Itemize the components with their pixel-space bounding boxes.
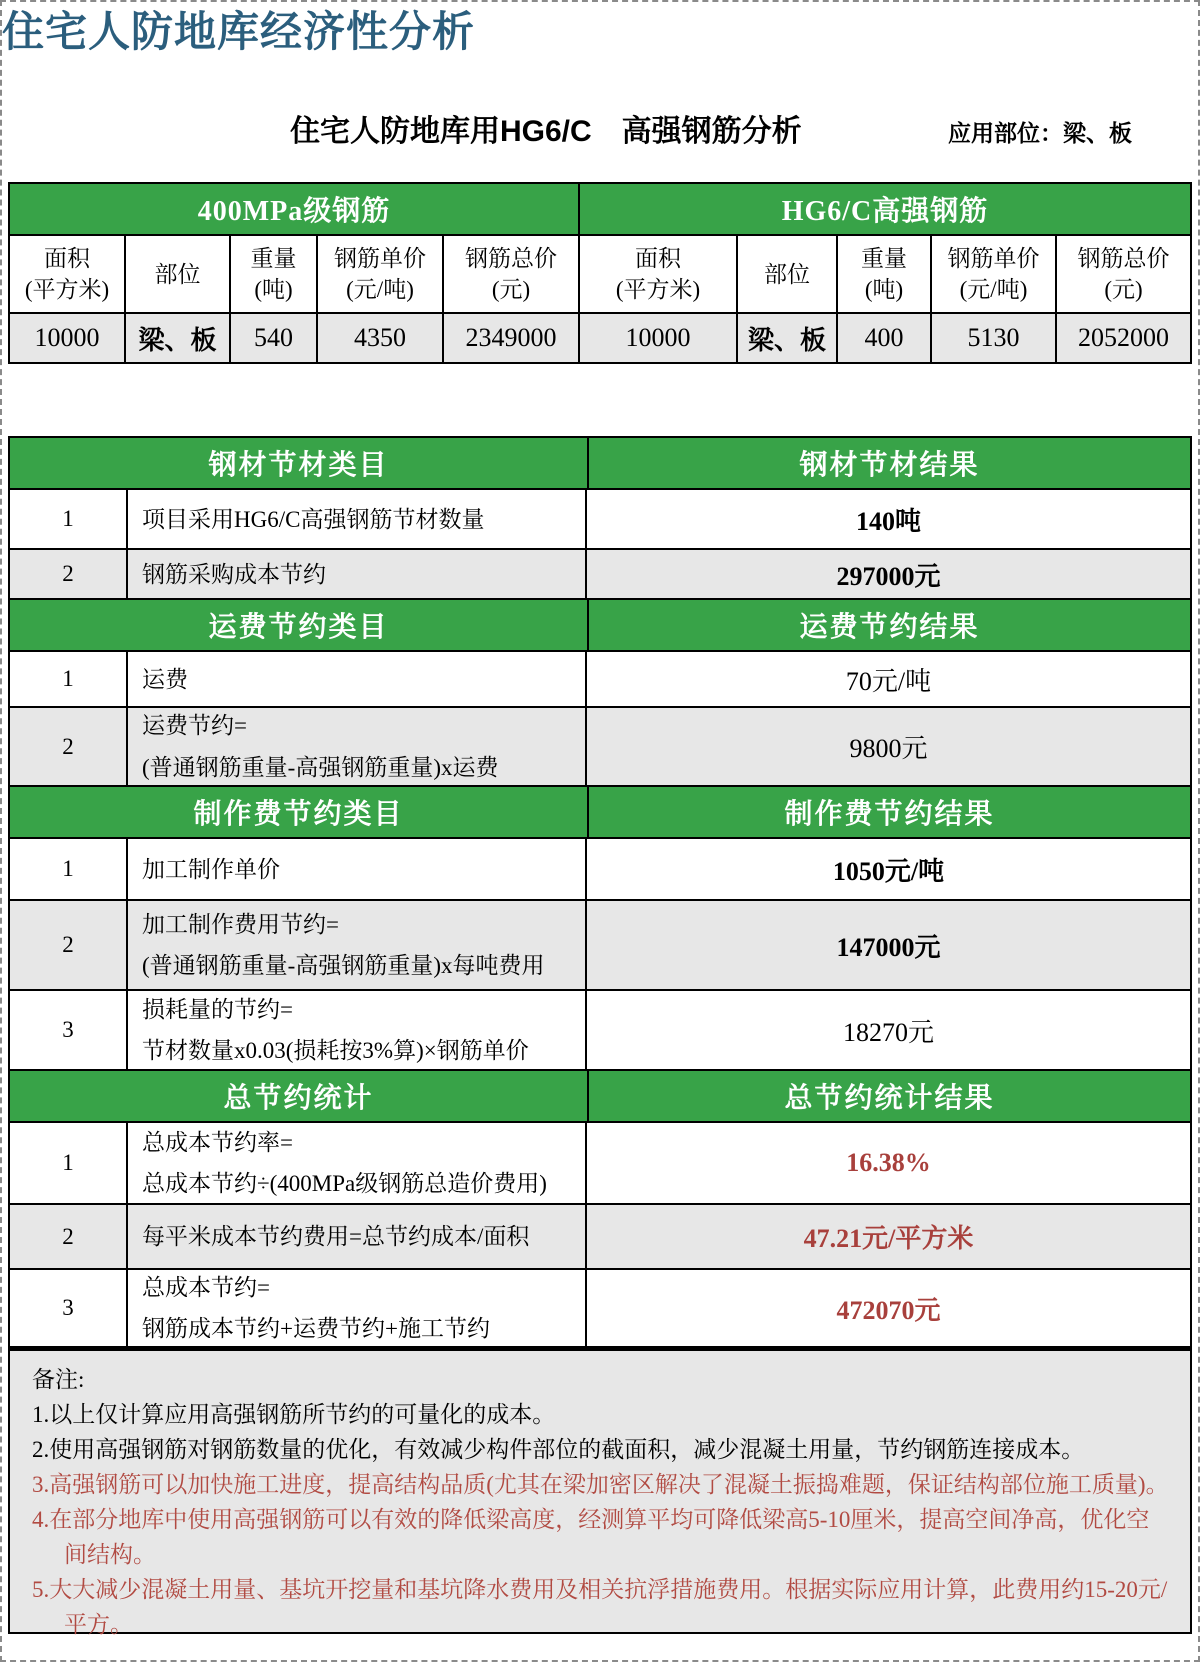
row-label: 加工制作单价	[128, 839, 587, 899]
data-cell-area-right: 10000	[580, 314, 738, 362]
notes-box	[8, 1348, 1192, 1637]
group-header-hg6c: HG6/C高强钢筋	[580, 184, 1190, 234]
table-row	[10, 1123, 1190, 1205]
row-label: 项目采用HG6/C高强钢筋节材数量	[128, 490, 587, 548]
row-label: 钢筋采购成本节约	[128, 550, 587, 598]
group-header-400mpa: 400MPa级钢筋	[10, 184, 580, 234]
row-result: 18270元	[842, 1017, 934, 1047]
table-subtitle: 住宅人防地库用HG6/C 高强钢筋分析	[290, 115, 802, 149]
table-row	[10, 652, 1190, 708]
row-label: 加工制作费用节约= (普通钢筋重量-高强钢筋重量)x每吨费用	[128, 901, 587, 989]
table-row	[10, 901, 1190, 991]
row-label: 总成本节约率= 总成本节约÷(400MPa级钢筋总造价费用)	[128, 1123, 587, 1203]
row-number: 1	[10, 490, 128, 548]
comparison-column-header-row	[10, 234, 1190, 312]
col-header-weight-right: 重量 (吨)	[838, 236, 932, 312]
row-result: 147000元	[836, 932, 941, 962]
col-header-area-right: 面积 (平方米)	[580, 236, 738, 312]
note-item-5: 5.大大减少混凝土用量、基坑开挖量和基坑降水费用及相关抗浮措施费用。根据实际应用计算，此费用约15-20元/平方。	[32, 1577, 1168, 1637]
section-freight-savings	[10, 598, 1190, 785]
table-row	[10, 991, 1190, 1069]
rebar-comparison-table	[8, 182, 1192, 364]
table-gap	[8, 364, 1192, 436]
row-label: 总成本节约= 钢筋成本节约+运费节约+施工节约	[128, 1270, 587, 1346]
page-title: 住宅人防地库经济性分析	[2, 8, 476, 55]
note-item-3: 3.高强钢筋可以加快施工进度，提高结构品质(尤其在梁加密区解决了混凝土振捣难题，保证结构部位施工质量)。	[32, 1472, 1169, 1498]
section-header-row	[10, 438, 1190, 490]
section-header-row	[10, 1069, 1190, 1123]
col-header-unit-price-right: 钢筋单价 (元/吨)	[932, 236, 1057, 312]
row-label: 每平米成本节约费用=总节约成本/面积	[128, 1205, 587, 1268]
table-row	[10, 708, 1190, 785]
application-part-label: 应用部位：梁、板	[948, 120, 1132, 147]
col-header-area-left: 面积 (平方米)	[10, 236, 126, 312]
table-row	[10, 1205, 1190, 1270]
col-header-weight-left: 重量 (吨)	[231, 236, 318, 312]
section-header-result: 钢材节材结果	[589, 438, 1190, 488]
row-label: 运费节约= (普通钢筋重量-高强钢筋重量)x运费	[128, 708, 587, 785]
row-result: 47.21元/平方米	[803, 1224, 974, 1254]
table-row	[10, 490, 1190, 550]
comparison-group-header-row	[10, 184, 1190, 234]
row-result: 9800元	[849, 734, 928, 764]
row-result: 1050元/吨	[832, 856, 945, 886]
data-cell-area-left: 10000	[10, 314, 126, 362]
data-cell-unit-price-left: 4350	[318, 314, 444, 362]
data-cell-weight-left: 540	[231, 314, 318, 362]
table-row	[10, 1270, 1190, 1346]
row-number: 2	[10, 901, 128, 989]
data-cell-unit-price-right: 5130	[932, 314, 1057, 362]
col-header-total-price-right: 钢筋总价 (元)	[1057, 236, 1190, 312]
section-header-category: 总节约统计	[10, 1071, 589, 1121]
row-number: 1	[10, 652, 128, 706]
col-header-total-price-left: 钢筋总价 (元)	[444, 236, 580, 312]
col-header-part-left: 部位	[126, 236, 231, 312]
row-number: 1	[10, 839, 128, 899]
section-total-savings	[10, 1069, 1190, 1346]
row-number: 3	[10, 991, 128, 1069]
section-header-result: 运费节约结果	[589, 600, 1190, 650]
section-header-row	[10, 598, 1190, 652]
data-cell-weight-right: 400	[838, 314, 932, 362]
data-cell-total-price-right: 2052000	[1057, 314, 1190, 362]
data-cell-part-left: 梁、板	[126, 314, 231, 362]
col-header-part-right: 部位	[738, 236, 838, 312]
section-header-category: 运费节约类目	[10, 600, 589, 650]
section-fabrication-savings	[10, 785, 1190, 1069]
row-result: 140吨	[855, 506, 921, 536]
col-header-unit-price-left: 钢筋单价 (元/吨)	[318, 236, 444, 312]
note-item-1: 1.以上仅计算应用高强钢筋所节约的可量化的成本。	[32, 1402, 556, 1428]
row-result: 70元/吨	[845, 666, 932, 696]
section-header-category: 制作费节约类目	[10, 787, 589, 837]
subtitle-row	[8, 106, 1192, 150]
notes-label: 备注:	[32, 1367, 85, 1393]
row-number: 2	[10, 708, 128, 785]
row-result: 16.38%	[846, 1148, 931, 1178]
row-number: 3	[10, 1270, 128, 1346]
table-row	[10, 839, 1190, 901]
savings-sections-table	[8, 436, 1192, 1348]
section-header-row	[10, 785, 1190, 839]
row-result: 297000元	[836, 561, 941, 591]
row-number: 2	[10, 550, 128, 598]
data-cell-part-right: 梁、板	[738, 314, 838, 362]
row-number: 1	[10, 1123, 128, 1203]
section-steel-savings	[10, 438, 1190, 598]
comparison-data-row	[10, 312, 1190, 362]
row-label: 损耗量的节约= 节材数量x0.03(损耗按3%算)×钢筋单价	[128, 991, 587, 1069]
table-row	[10, 550, 1190, 598]
row-result: 472070元	[836, 1295, 941, 1325]
row-number: 2	[10, 1205, 128, 1268]
data-cell-total-price-left: 2349000	[444, 314, 580, 362]
section-header-result: 总节约统计结果	[589, 1071, 1190, 1121]
section-header-category: 钢材节材类目	[10, 438, 589, 488]
row-label: 运费	[128, 652, 587, 706]
note-item-2: 2.使用高强钢筋对钢筋数量的优化，有效减少构件部位的截面积，减少混凝土用量，节约钢筋连接成本。	[32, 1437, 1085, 1463]
section-header-result: 制作费节约结果	[589, 787, 1190, 837]
note-item-4: 4.在部分地库中使用高强钢筋可以有效的降低梁高度，经测算平均可降低梁高5-10厘米，提高空间净高，优化空间结构。	[32, 1507, 1150, 1568]
